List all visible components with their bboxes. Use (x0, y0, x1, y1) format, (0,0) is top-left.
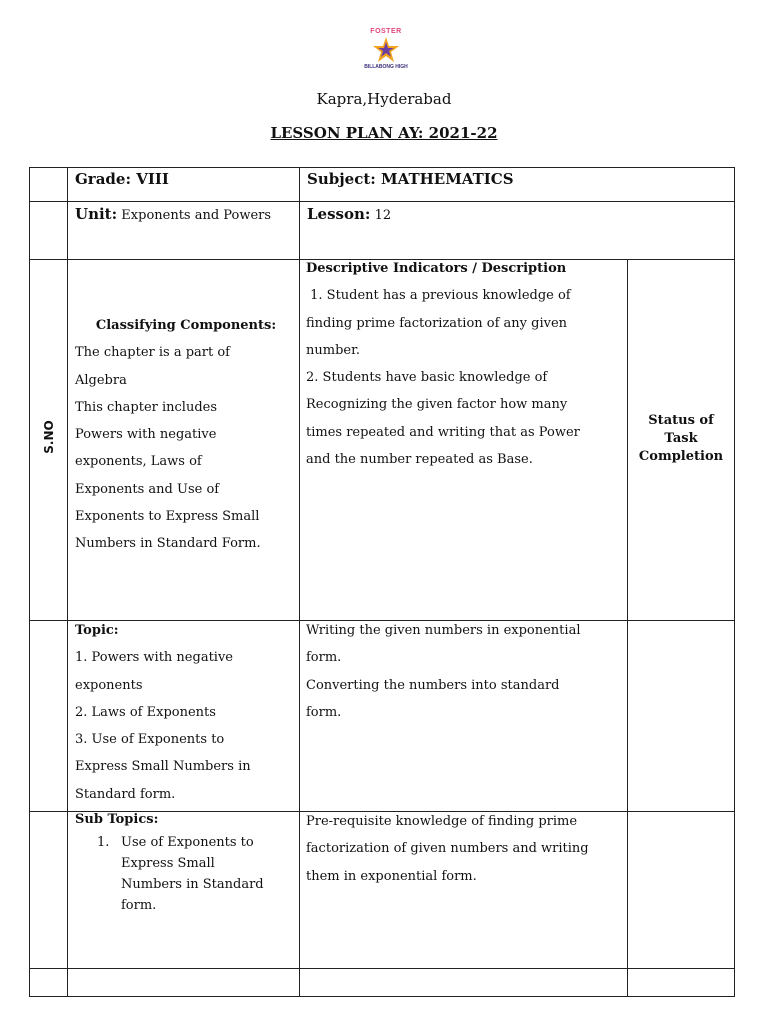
status-line: Completion (638, 449, 724, 464)
subtopic-line: Express Small (121, 856, 215, 871)
subtopic-line: form. (121, 898, 157, 913)
descriptive-line: 2. Students have basic knowledge of (306, 370, 548, 386)
topic-description (306, 617, 624, 726)
classifying-line: Algebra (75, 372, 127, 388)
page-title: LESSON PLAN AY: 2021-22 (270, 124, 498, 142)
status-of-task-completion (628, 412, 734, 466)
descriptive-line: 1. Student has a previous knowledge of (306, 288, 571, 304)
unit-value: Exponents and Powers (121, 208, 272, 223)
status-line: Task (664, 431, 698, 446)
subtopic-line: Use of Exponents to (121, 835, 254, 850)
descriptive-line: finding prime factorization of any given (306, 315, 568, 331)
school-logo (360, 26, 412, 76)
topic-description-line: Converting the numbers into standard (306, 677, 560, 693)
logo-top-text: FOSTER (370, 28, 402, 35)
topic-line: exponents (75, 677, 143, 693)
subject-label: Subject: MATHEMATICS (307, 170, 514, 188)
topic-line: Standard form. (75, 786, 176, 802)
subtopic-line: Numbers in Standard (121, 877, 264, 892)
classifying-line: Numbers in Standard Form. (75, 536, 261, 552)
topic-heading: Topic: (75, 623, 119, 638)
descriptive-line: times repeated and writing that as Power (306, 424, 580, 440)
topic-line: 2. Laws of Exponents (75, 704, 216, 720)
classifying-line: Powers with negative (75, 427, 217, 443)
classifying-line: The chapter is a part of (75, 345, 230, 361)
classifying-line: exponents, Laws of (75, 454, 202, 470)
topic-line: 3. Use of Exponents to (75, 732, 225, 748)
subtopic-description (306, 808, 630, 890)
sno-vertical-label: S.NO (42, 420, 56, 454)
logo-bottom-text: BILLABONG HIGH (364, 64, 408, 70)
subtopic-description-line: Pre-requisite knowledge of finding prime (306, 814, 578, 829)
classifying-heading: Classifying Components: (95, 318, 277, 333)
classifying-components (75, 312, 297, 558)
topic-cell (75, 617, 297, 808)
lesson-label: Lesson: (307, 205, 371, 223)
topic-description-line: form. (306, 650, 342, 666)
descriptive-line: number. (306, 342, 361, 358)
status-line: Status of (648, 413, 714, 428)
subtopic-list-item (75, 832, 297, 916)
classifying-line: Exponents to Express Small (75, 509, 260, 525)
star-logo-icon (372, 36, 400, 64)
subtopic-cell (75, 808, 297, 916)
descriptive-line: and the number repeated as Base. (306, 452, 533, 468)
subtopic-description-line: factorization of given numbers and writing (306, 841, 589, 857)
topic-line: Express Small Numbers in (75, 759, 251, 775)
subtopic-description-line: them in exponential form. (306, 868, 477, 884)
descriptive-heading: Descriptive Indicators / Description (306, 261, 567, 276)
classifying-line: Exponents and Use of (75, 481, 220, 497)
lesson-cell (307, 201, 391, 229)
school-location: Kapra,Hyderabad (316, 90, 452, 108)
classifying-line: This chapter includes (75, 399, 218, 415)
subtopic-number: 1. (97, 835, 110, 850)
topic-description-line: form. (306, 704, 342, 720)
topic-line: 1. Powers with negative (75, 650, 233, 666)
lesson-value: 12 (374, 208, 392, 223)
descriptive-indicators (306, 255, 624, 473)
topic-description-line: Writing the given numbers in exponential (306, 623, 581, 638)
unit-label: Unit: (75, 205, 118, 223)
subtopic-heading: Sub Topics: (75, 812, 159, 827)
grade-label: Grade: VIII (75, 170, 169, 188)
unit-cell (75, 201, 290, 229)
descriptive-line: Recognizing the given factor how many (306, 397, 568, 413)
